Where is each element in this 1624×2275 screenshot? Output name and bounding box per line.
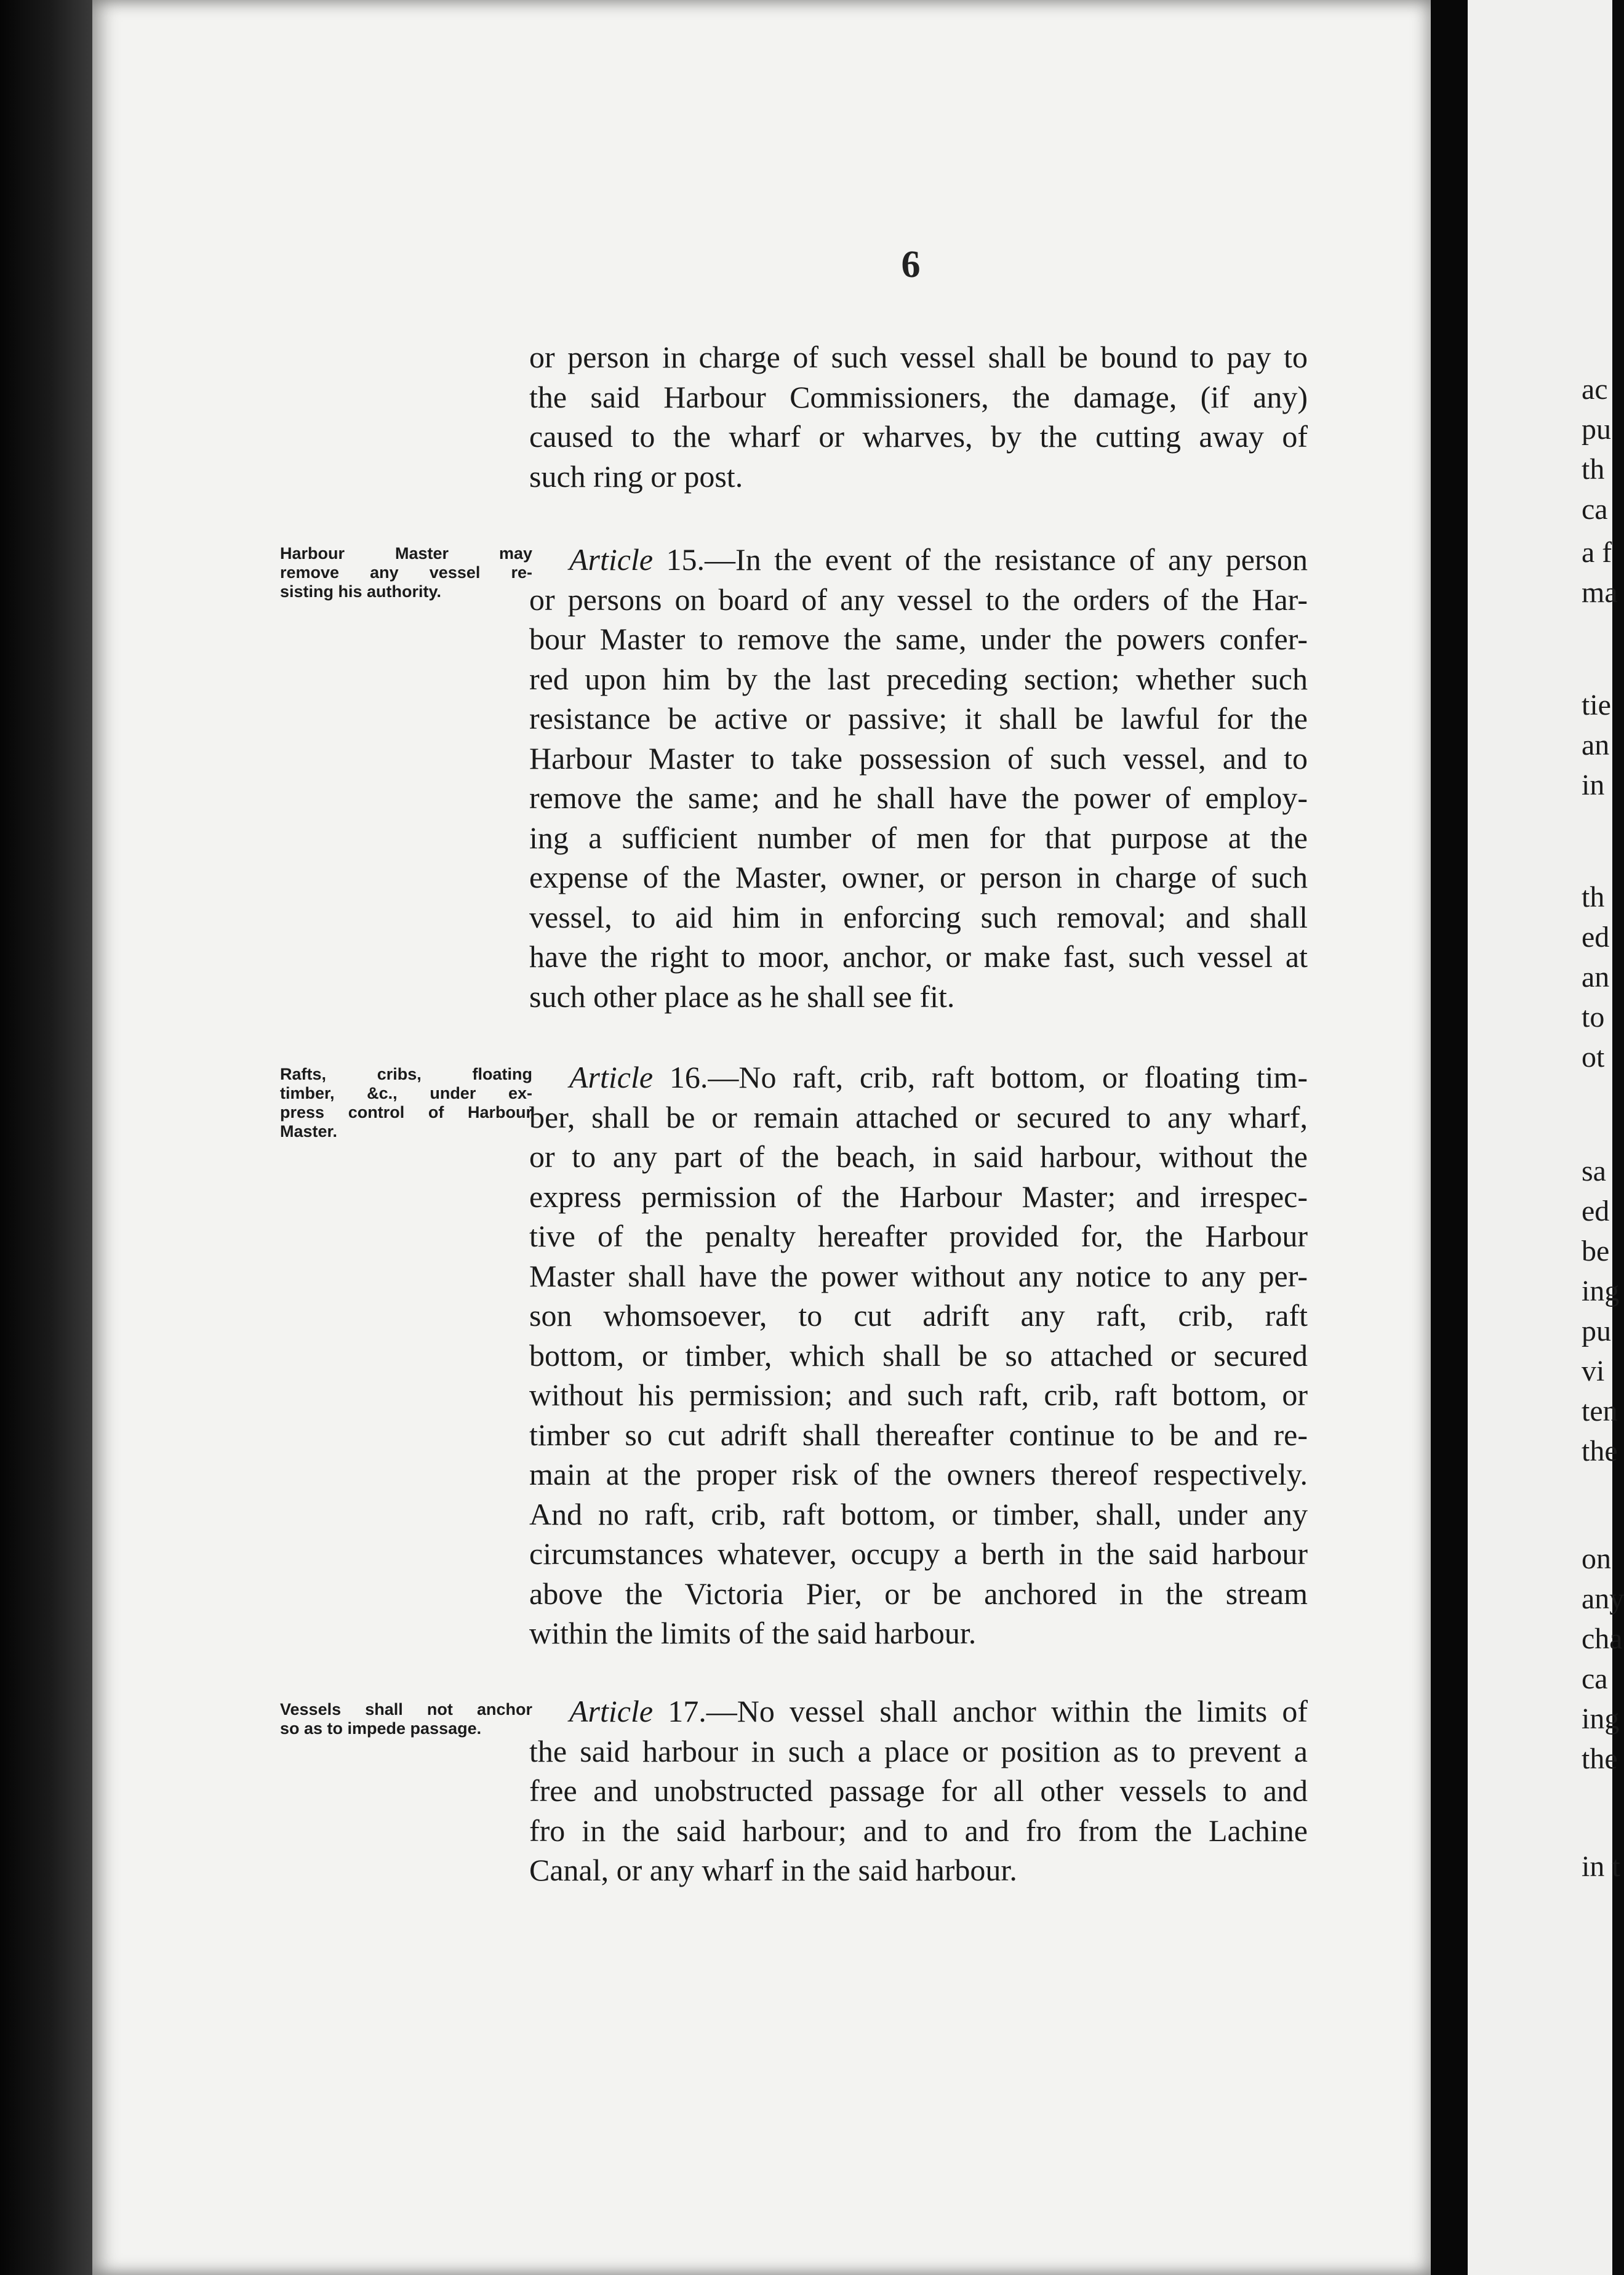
- article-first-line: 17.—No vessel shall anchor within the limits of: [653, 1694, 1308, 1728]
- text-line: fro in the said harbour; and to and fro from the Lachine: [529, 1813, 1308, 1848]
- text-line: ber, shall be or remain attached or secured to any wharf,: [529, 1099, 1308, 1134]
- facing-page-fragment: ot: [1582, 1041, 1605, 1073]
- facing-page-fragment: tie: [1582, 689, 1611, 721]
- article-heading-line: [529, 1691, 1308, 1731]
- margin-note-line: Vessels shall not anchor: [280, 1700, 532, 1719]
- text-line: circumstances whatever, occupy a berth in the said harbour: [529, 1536, 1308, 1571]
- facing-page-fragment: be: [1582, 1235, 1610, 1267]
- text-line: ing a sufficient number of men for that purpose at the: [529, 820, 1308, 855]
- facing-page-fragment: ing: [1582, 1275, 1620, 1307]
- text-line: main at the proper risk of the owners thereof respectively.: [529, 1457, 1308, 1491]
- text-line: express permission of the Harbour Master; and irrespec-: [529, 1179, 1308, 1214]
- margin-note-article-16: [280, 1065, 532, 1141]
- facing-page-fragment: ca: [1582, 493, 1608, 526]
- text-line: without his permission; and such raft, crib, raft bottom, or: [529, 1378, 1308, 1412]
- article-17: [529, 1691, 1308, 1890]
- page-gutter: [1431, 0, 1468, 2275]
- facing-page-fragment: vi: [1582, 1355, 1605, 1387]
- facing-page-fragment: pu: [1582, 413, 1611, 446]
- facing-page-fragment: any: [1582, 1583, 1624, 1615]
- margin-note-line: so as to impede passage.: [280, 1719, 482, 1738]
- margin-note-article-17: [280, 1700, 532, 1738]
- facing-page-fragment: ten: [1582, 1395, 1618, 1427]
- continuation-paragraph: [529, 337, 1308, 496]
- margin-note-line: Harbour Master may: [280, 544, 532, 563]
- article-first-line: 16.—No raft, crib, raft bottom, or floating tim-: [653, 1060, 1308, 1094]
- facing-page-fragment: a f: [1582, 536, 1612, 569]
- text-line: above the Victoria Pier, or be anchored in the stream: [529, 1576, 1308, 1611]
- text-line: Harbour Master to take possession of such vessel, and to: [529, 740, 1308, 776]
- margin-note-line: press control of Harbour: [280, 1103, 532, 1121]
- facing-page-fragment: pu: [1582, 1315, 1611, 1347]
- text-line: the said harbour in such a place or position as to prevent a: [529, 1733, 1308, 1768]
- facing-page-fragment: ma: [1582, 576, 1618, 609]
- text-line: or person in charge of such vessel shall be bound to pay to: [529, 340, 1308, 374]
- text-line: within the limits of the said harbour.: [529, 1616, 977, 1650]
- text-line: free and unobstructed passage for all other vessels to and: [529, 1773, 1308, 1808]
- scan-left-border: [0, 0, 92, 2275]
- page-number: 6: [901, 244, 921, 286]
- text-line: caused to the wharf or wharves, by the cutting away of: [529, 419, 1308, 454]
- facing-page-fragment: ed: [1582, 921, 1610, 953]
- text-line: Canal, or any wharf in the said harbour.: [529, 1853, 1017, 1887]
- article-15: [529, 540, 1308, 1016]
- text-line: And no raft, crib, raft bottom, or timber, shall, under any: [529, 1496, 1308, 1531]
- facing-page: [1468, 0, 1612, 2275]
- text-line: red upon him by the last preceding section; whether such: [529, 661, 1308, 696]
- text-line: timber so cut adrift shall thereafter continue to be and re-: [529, 1417, 1308, 1452]
- text-line: or to any part of the beach, in said harbour, without the: [529, 1139, 1308, 1174]
- facing-page-fragment: th: [1582, 881, 1605, 913]
- margin-note-line: timber, &c., under ex-: [280, 1084, 532, 1102]
- text-line: Master shall have the power without any notice to any per-: [529, 1258, 1308, 1293]
- margin-note-line: sisting his authority.: [280, 582, 442, 601]
- text-line: bour Master to remove the same, under the powers confer-: [529, 622, 1308, 656]
- article-heading-line: [529, 540, 1308, 580]
- text-line: resistance be active or passive; it shall be lawful for the: [529, 701, 1308, 736]
- margin-note-article-15: [280, 544, 532, 601]
- facing-page-fragment: sa: [1582, 1155, 1606, 1187]
- facing-page-fragment: ca: [1582, 1663, 1608, 1695]
- facing-page-fragment: in t: [1582, 1850, 1620, 1883]
- text-line: bottom, or timber, which shall be so attached or secured: [529, 1338, 1308, 1373]
- facing-page-fragment: ac: [1582, 373, 1608, 406]
- facing-page-fragment: an: [1582, 961, 1610, 993]
- facing-page-fragment: to: [1582, 1001, 1605, 1033]
- article-first-line: 15.—In the event of the resistance of any person: [653, 542, 1308, 577]
- text-line: the said Harbour Commissioners, the damage, (if any): [529, 379, 1308, 414]
- text-line: such ring or post.: [529, 459, 743, 494]
- article-label: Article: [569, 1694, 654, 1728]
- facing-page-fragment: an: [1582, 729, 1610, 761]
- text-line: such other place as he shall see fit.: [529, 979, 955, 1014]
- margin-note-line: Rafts, cribs, floating: [280, 1065, 532, 1083]
- article-label: Article: [569, 1060, 654, 1094]
- facing-page-fragment: the: [1582, 1435, 1618, 1467]
- facing-page-fragment: in: [1582, 769, 1605, 801]
- article-16: [529, 1057, 1308, 1653]
- article-heading-line: [529, 1057, 1308, 1097]
- text-line: remove the same; and he shall have the power of employ-: [529, 780, 1308, 815]
- facing-page-fragment: cha: [1582, 1623, 1623, 1655]
- text-line: or persons on board of any vessel to the orders of the Har-: [529, 582, 1308, 617]
- text-line: son whomsoever, to cut adrift any raft, crib, raft: [529, 1298, 1308, 1333]
- facing-page-fragment: ed: [1582, 1195, 1610, 1227]
- margin-note-line: Master.: [280, 1122, 338, 1141]
- text-line: tive of the penalty hereafter provided for, the Harbour: [529, 1219, 1308, 1253]
- article-label: Article: [569, 542, 654, 577]
- facing-page-fragment: th: [1582, 453, 1605, 486]
- facing-page-fragment: on: [1582, 1543, 1611, 1575]
- margin-note-line: remove any vessel re-: [280, 563, 532, 582]
- text-line: have the right to moor, anchor, or make fast, such vessel at: [529, 939, 1308, 974]
- facing-page-fragment: the: [1582, 1743, 1618, 1775]
- text-line: vessel, to aid him in enforcing such removal; and shall: [529, 899, 1308, 934]
- facing-page-fragment: ing: [1582, 1703, 1620, 1735]
- text-line: expense of the Master, owner, or person in charge of such: [529, 860, 1308, 894]
